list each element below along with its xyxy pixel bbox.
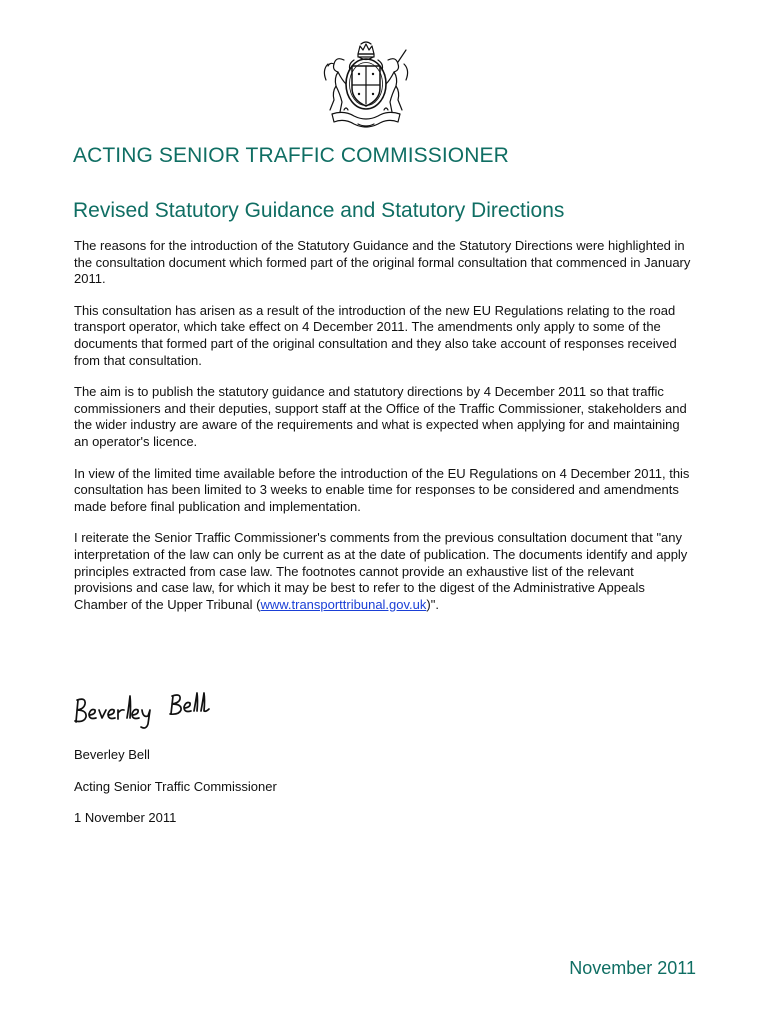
paragraph: The aim is to publish the statutory guidance and statutory directions by 4 December 2011 so that traffic commissioners and their deputies, support staff at the Office of the Traffic Commissioner, stakeholders and the wider industry are aware of the requirements and what is expected when applying for and maintaining an operator's licence.: [74, 384, 687, 449]
handwritten-signature: [70, 688, 240, 732]
signature-date: 1 November 2011: [74, 810, 177, 825]
signatory-role: Acting Senior Traffic Commissioner: [74, 779, 277, 794]
paragraph-final: [74, 530, 694, 613]
royal-coat-of-arms-icon: [314, 40, 418, 132]
paragraph-text: )".: [426, 596, 439, 612]
paragraph: In view of the limited time available before the introduction of the EU Regulations on 4 December 2011, this consultation has been limited to 3 weeks to enable time for responses to be considered and amendments made before final publication and implementation.: [74, 465, 690, 514]
paragraph-text: I reiterate the Senior Traffic Commissioner's comments from the previous consultation document that "any interpretation of the law can only be current as at the date of publication. The documents identify and apply principles extracted from case law. The footnotes cannot provide an exhaustive list of the relevant provisions and case law, for which it may be best to refer to the digest of the Administrative Appeals Chamber of the Upper Tribunal (: [74, 530, 688, 612]
document-subtitle: Revised Statutory Guidance and Statutory Directions: [73, 199, 565, 222]
transport-tribunal-link[interactable]: www.transporttribunal.gov.uk: [260, 596, 427, 612]
paragraph: The reasons for the introduction of the Statutory Guidance and the Statutory Directions were highlighted in the consultation document which formed part of the original formal consultation that commenced in January 2011.: [74, 238, 691, 287]
signatory-name: Beverley Bell: [74, 747, 150, 762]
document-title: ACTING SENIOR TRAFFIC COMMISSIONER: [73, 144, 509, 167]
footer-date: November 2011: [569, 958, 696, 978]
document-body: [74, 238, 694, 628]
paragraph: This consultation has arisen as a result of the introduction of the new EU Regulations relating to the road transport operator, which take effect on 4 December 2011. The amendments only apply to some of the documents that formed part of the original consultation and they also take account of responses received from that consultation.: [74, 302, 677, 368]
